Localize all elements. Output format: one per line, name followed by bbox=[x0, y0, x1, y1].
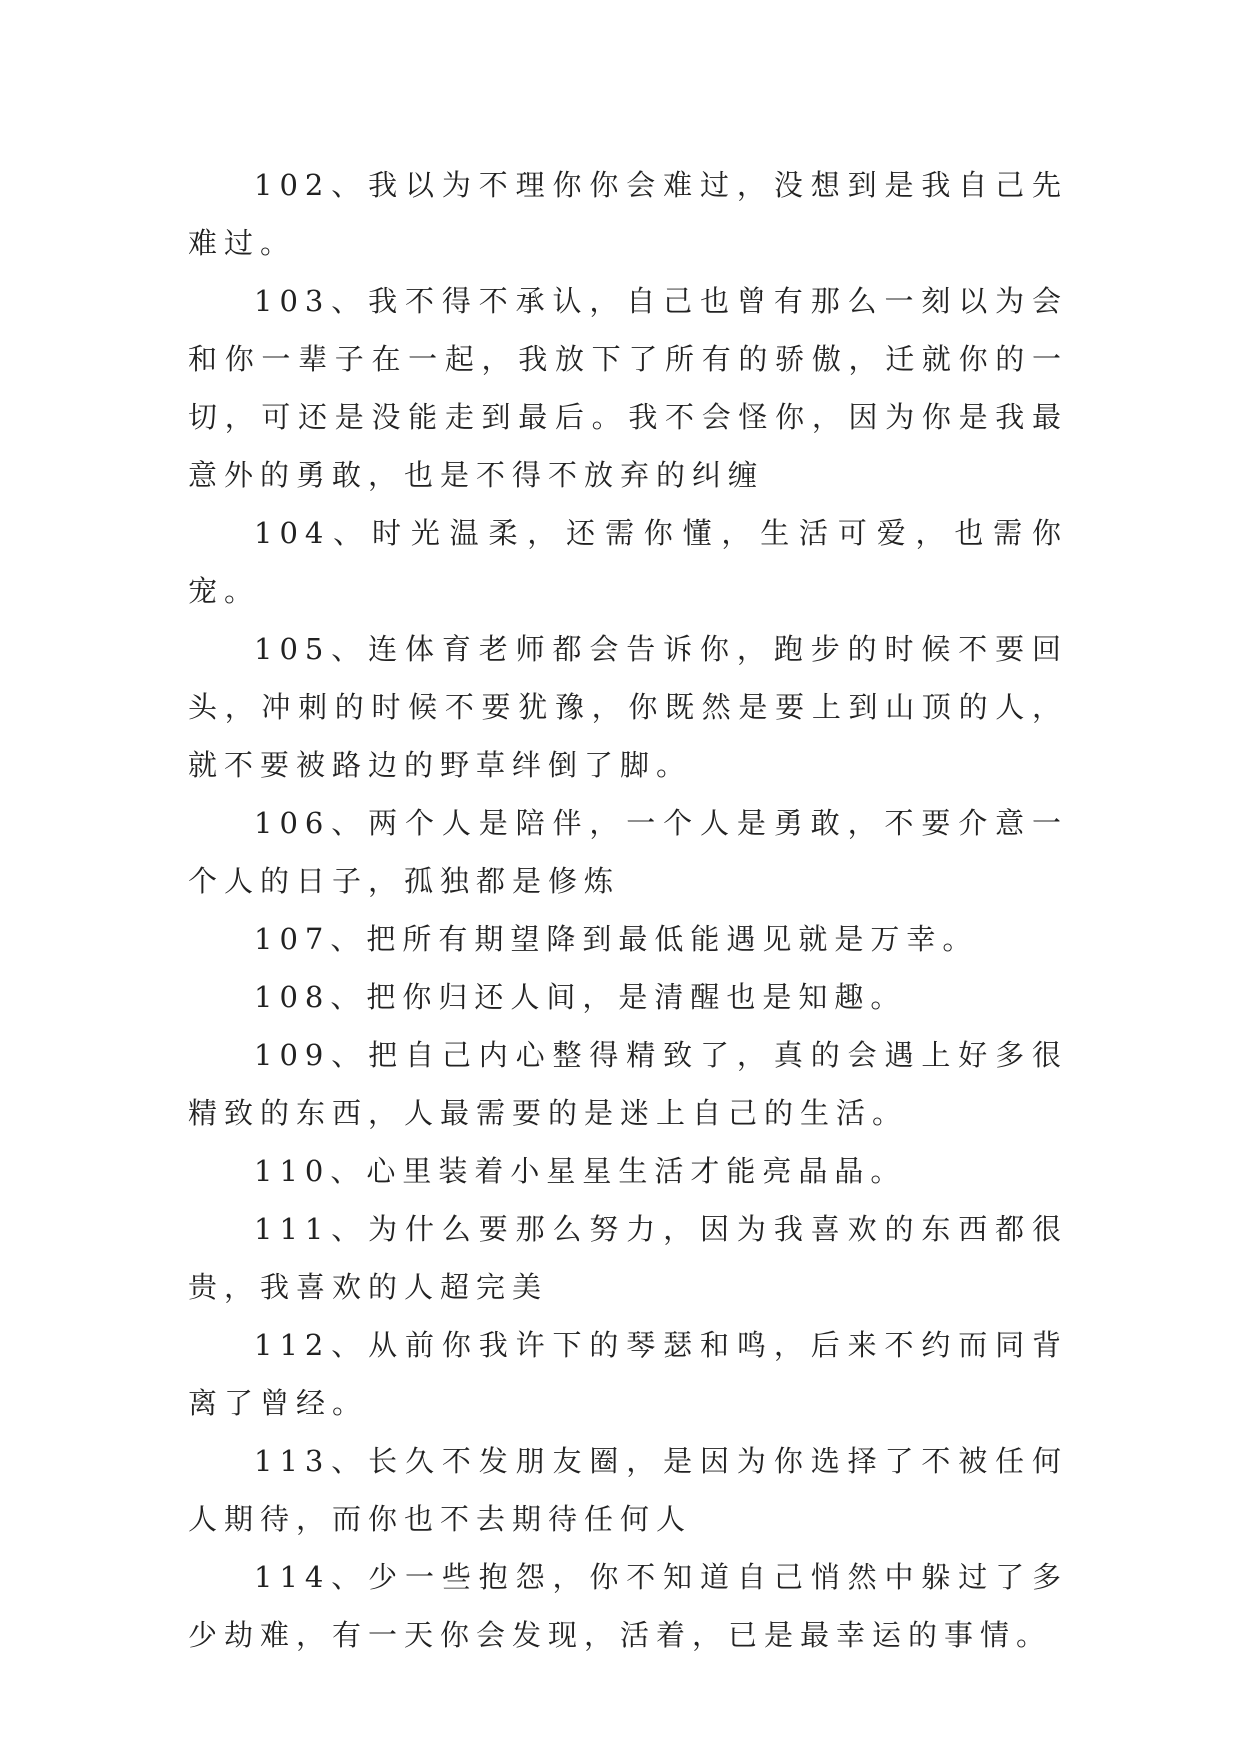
quote-paragraph-114: 114、少一些抱怨，你不知道自己悄然中躲过了多少劫难，有一天你会发现，活着，已是最幸运的事情。 bbox=[188, 1560, 1068, 1652]
quote-paragraph-105: 105、连体育老师都会告诉你，跑步的时候不要回头，冲刺的时候不要犹豫，你既然是要上到山顶的人，就不要被路边的野草绊倒了脚。 bbox=[188, 632, 1068, 782]
quote-paragraph-109: 109、把自己内心整得精致了，真的会遇上好多很精致的东西，人最需要的是迷上自己的生活。 bbox=[188, 1038, 1068, 1130]
quote-paragraph-112: 112、从前你我许下的琴瑟和鸣，后来不约而同背离了曾经。 bbox=[188, 1328, 1068, 1420]
quote-paragraph-103: 103、我不得不承认，自己也曾有那么一刻以为会和你一辈子在一起，我放下了所有的骄傲，迁就你的一切，可还是没能走到最后。我不会怪你，因为你是我最意外的勇敢，也是不得不放弃的纠缠 bbox=[188, 284, 1068, 492]
quote-paragraph-106: 106、两个人是陪伴，一个人是勇敢，不要介意一个人的日子，孤独都是修炼 bbox=[188, 806, 1068, 898]
quote-paragraph-111: 111、为什么要那么努力，因为我喜欢的东西都很贵，我喜欢的人超完美 bbox=[188, 1212, 1068, 1304]
quote-paragraph-104: 104、时光温柔，还需你懂，生活可爱，也需你宠。 bbox=[188, 516, 1068, 608]
quote-paragraph-110: 110、心里装着小星星生活才能亮晶晶。 bbox=[254, 1154, 907, 1188]
quote-paragraph-113: 113、长久不发朋友圈，是因为你选择了不被任何人期待，而你也不去期待任何人 bbox=[188, 1444, 1068, 1536]
document-body bbox=[188, 156, 1068, 1664]
quote-paragraph-108: 108、把你归还人间，是清醒也是知趣。 bbox=[254, 980, 907, 1014]
quote-paragraph-107: 107、把所有期望降到最低能遇见就是万幸。 bbox=[254, 922, 979, 956]
quote-paragraph-102: 102、我以为不理你你会难过，没想到是我自己先难过。 bbox=[188, 168, 1068, 260]
